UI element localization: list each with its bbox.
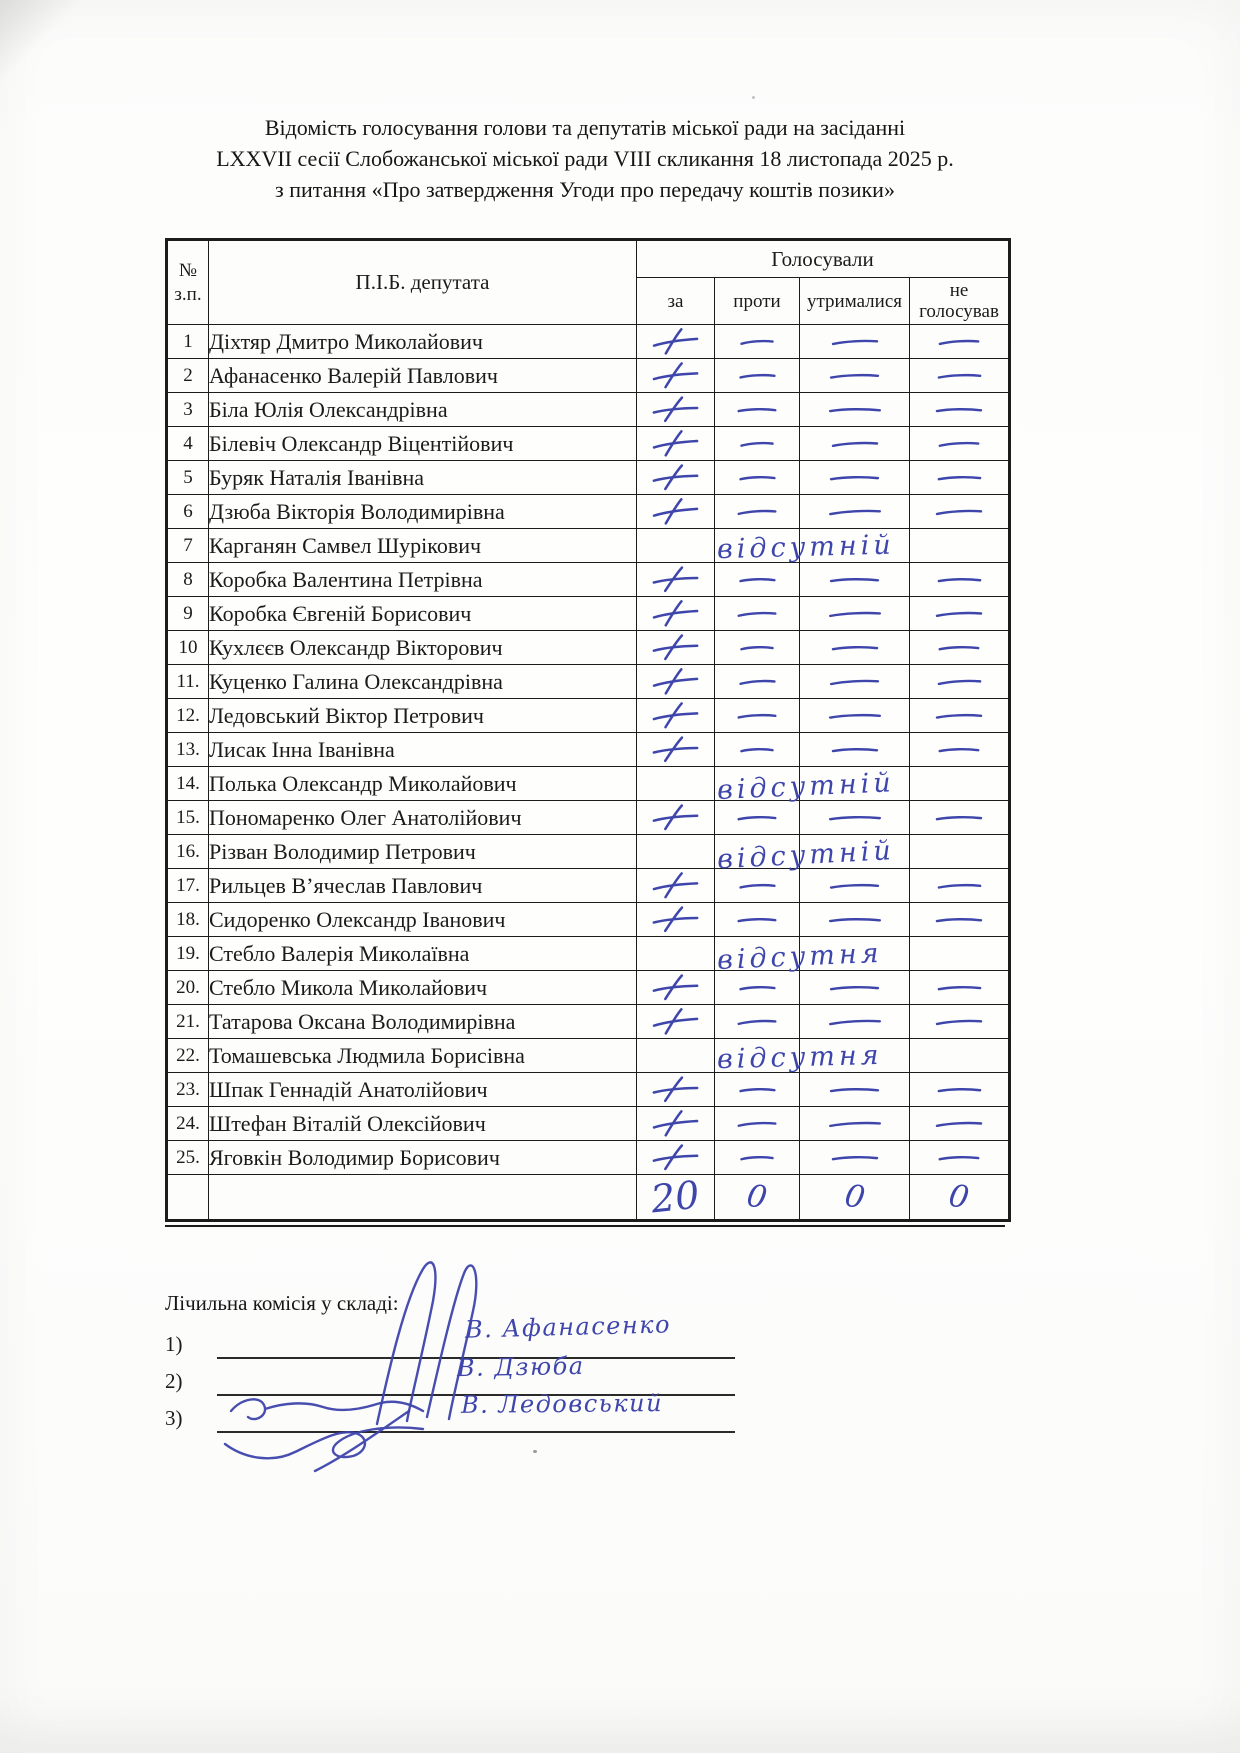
signature-number-3: 3) (165, 1406, 183, 1430)
vote-cell-proty (715, 1107, 800, 1141)
vote-cell-utrym (800, 393, 910, 427)
deputy-name: Шпак Геннадій Анатолійович (209, 1073, 637, 1107)
row-number: 25. (167, 1141, 209, 1175)
table-row (167, 1073, 1010, 1107)
totals-value-cell (715, 1175, 800, 1221)
col-header-voted-group: Голосували (637, 240, 1010, 278)
vote-cell-za (637, 937, 715, 971)
dash-vote-mark-icon (739, 743, 775, 757)
table-row (167, 393, 1010, 427)
vote-cell-utrym (800, 1005, 910, 1039)
dash-vote-mark-icon (828, 573, 881, 587)
col-header-ne-holosuvav: не голосував (910, 278, 1010, 325)
vote-cell-ne (910, 529, 1010, 563)
voting-table-wrap (165, 238, 1005, 1222)
deputy-name: Коробка Валентина Петрівна (209, 563, 637, 597)
dash-vote-mark-icon (934, 403, 984, 417)
vote-cell-ne (910, 903, 1010, 937)
vote-cell-ne (910, 359, 1010, 393)
dash-vote-mark-icon (737, 471, 776, 484)
plus-vote-mark-icon (650, 1108, 701, 1138)
plus-vote-mark-icon (650, 871, 700, 900)
total-value-handwritten: 0 (946, 1177, 972, 1217)
signature-number-1: 1) (165, 1332, 183, 1356)
dash-vote-mark-icon (937, 335, 981, 349)
vote-cell-utrym (800, 359, 910, 393)
vote-cell-utrym (800, 835, 910, 869)
deputy-name: Діхтяр Дмитро Миколайович (209, 325, 637, 359)
deputy-name: Біла Юлія Олександрівна (209, 393, 637, 427)
col-header-proty: проти (715, 278, 800, 325)
vote-cell-za (637, 801, 715, 835)
dash-vote-mark-icon (737, 675, 776, 689)
dash-vote-mark-icon (937, 743, 981, 757)
dash-vote-mark-icon (828, 471, 881, 484)
absent-handwriting: відсутня (716, 937, 884, 976)
plus-vote-mark-icon (650, 666, 701, 697)
signature-name-1: В. Афанасенко (464, 1310, 672, 1344)
table-bottom-double-rule (165, 1225, 1005, 1227)
vote-cell-utrym (800, 801, 910, 835)
vote-cell-ne (910, 835, 1010, 869)
vote-cell-utrym (800, 495, 910, 529)
col-header-za: за (637, 278, 715, 325)
dash-vote-mark-icon (739, 641, 775, 654)
plus-vote-mark-icon (650, 1006, 701, 1037)
row-number: 9 (167, 597, 209, 631)
vote-cell-proty (715, 427, 800, 461)
vote-cell-za (637, 529, 715, 563)
document-title (165, 112, 1005, 205)
table-row (167, 461, 1010, 495)
vote-cell-ne (910, 801, 1010, 835)
plus-vote-mark-icon (650, 905, 700, 935)
deputy-name: Лисак Інна Іванівна (209, 733, 637, 767)
vote-cell-ne (910, 393, 1010, 427)
vote-cell-ne (910, 1073, 1010, 1107)
deputy-name: Яговкін Володимир Борисович (209, 1141, 637, 1175)
dash-vote-mark-icon (737, 879, 776, 892)
vote-cell-ne (910, 1039, 1010, 1073)
vote-cell-za (637, 359, 715, 393)
deputy-name: Карганян Самвел Шурікович (209, 529, 637, 563)
vote-cell-ne (910, 631, 1010, 665)
totals-row (167, 1175, 1010, 1221)
dash-vote-mark-icon (737, 1083, 776, 1097)
col-header-num-line1: № (178, 259, 198, 281)
header-row-group (167, 240, 1010, 278)
dash-vote-mark-icon (934, 913, 984, 927)
dash-vote-mark-icon (934, 811, 984, 824)
plus-vote-mark-icon (650, 598, 701, 628)
row-number: 14. (167, 767, 209, 801)
total-value-handwritten: 20 (649, 1172, 702, 1222)
deputy-name: Кухлєєв Олександр Вікторович (209, 631, 637, 665)
vote-cell-za (637, 325, 715, 359)
row-number: 10 (167, 631, 209, 665)
vote-cell-ne (910, 563, 1010, 597)
totals-value-cell (800, 1175, 910, 1221)
vote-cell-utrym (800, 869, 910, 903)
vote-cell-proty (715, 937, 884, 976)
vote-cell-utrym (800, 733, 910, 767)
vote-cell-ne (910, 1141, 1010, 1175)
row-number: 5 (167, 461, 209, 495)
vote-cell-proty (715, 597, 800, 631)
dash-vote-mark-icon (828, 369, 881, 382)
row-number: 21. (167, 1005, 209, 1039)
deputy-name: Штефан Віталій Олексійович (209, 1107, 637, 1141)
totals-empty-cell (167, 1175, 209, 1221)
vote-cell-utrym (800, 427, 910, 461)
vote-cell-proty (715, 699, 800, 733)
vote-cell-utrym (800, 631, 910, 665)
plus-vote-mark-icon (650, 735, 700, 765)
absent-handwriting: відсутній (716, 835, 896, 876)
dash-vote-mark-icon (937, 641, 981, 654)
dash-vote-mark-icon (737, 369, 776, 382)
deputy-name: Полька Олександр Миколайович (209, 767, 637, 801)
dash-vote-mark-icon (736, 709, 778, 722)
dash-vote-mark-icon (828, 879, 881, 892)
dash-vote-mark-icon (935, 1083, 982, 1097)
deputy-name: Пономаренко Олег Анатолійович (209, 801, 637, 835)
vote-cell-proty (715, 325, 800, 359)
col-header-num-line2: з.п. (174, 283, 202, 305)
vote-cell-proty (715, 529, 896, 566)
vote-cell-proty (715, 971, 800, 1005)
dash-vote-mark-icon (737, 981, 776, 994)
dash-vote-mark-icon (935, 471, 982, 484)
dash-vote-mark-icon (739, 1151, 775, 1164)
vote-cell-utrym (800, 1039, 910, 1073)
dash-vote-mark-icon (934, 709, 984, 722)
signature-number-2: 2) (165, 1369, 183, 1393)
voting-table-body (167, 325, 1010, 1221)
row-number: 24. (167, 1107, 209, 1141)
absent-handwriting: відсутній (716, 767, 896, 806)
dash-vote-mark-icon (934, 505, 984, 519)
vote-cell-utrym (800, 529, 910, 563)
table-row (167, 1141, 1010, 1175)
vote-cell-ne (910, 495, 1010, 529)
dash-vote-mark-icon (736, 505, 778, 519)
signature-name-3: В. Ледовський (460, 1389, 664, 1419)
title-line-1: Відомість голосування голови та депутатів міської ради на засіданні (264, 115, 906, 140)
deputy-name: Куценко Галина Олександрівна (209, 665, 637, 699)
vote-cell-za (637, 835, 715, 869)
vote-cell-utrym (800, 903, 910, 937)
vote-cell-za (637, 869, 715, 903)
table-row (167, 495, 1010, 529)
table-row (167, 325, 1010, 359)
table-row (167, 1039, 1010, 1073)
row-number: 15. (167, 801, 209, 835)
vote-cell-utrym (800, 1141, 910, 1175)
deputy-name: Томашевська Людмила Борисівна (209, 1039, 637, 1073)
dash-vote-mark-icon (829, 335, 879, 349)
deputy-name: Сидоренко Олександр Іванович (209, 903, 637, 937)
row-number: 7 (167, 529, 209, 563)
vote-cell-proty (715, 461, 800, 495)
dash-vote-mark-icon (826, 403, 882, 417)
counting-commission-section (165, 1291, 1005, 1433)
vote-cell-proty (715, 665, 800, 699)
vote-cell-utrym (800, 699, 910, 733)
vote-cell-ne (910, 869, 1010, 903)
dash-vote-mark-icon (736, 607, 778, 621)
absent-handwriting: відсутня (716, 1039, 883, 1076)
vote-cell-ne (910, 1005, 1010, 1039)
total-value-handwritten: 0 (841, 1177, 868, 1217)
vote-cell-za (637, 563, 715, 597)
plus-vote-mark-icon (650, 428, 701, 458)
deputy-name: Ледовський Віктор Петрович (209, 699, 637, 733)
vote-cell-za (637, 903, 715, 937)
vote-cell-za (637, 393, 715, 427)
dash-vote-mark-icon (826, 505, 882, 520)
vote-cell-za (637, 461, 715, 495)
row-number: 2 (167, 359, 209, 393)
dash-vote-mark-icon (736, 1015, 778, 1029)
vote-cell-proty (715, 767, 896, 806)
deputy-name: Дзюба Вікторія Володимирівна (209, 495, 637, 529)
table-row (167, 665, 1010, 699)
plus-vote-mark-icon (650, 463, 700, 492)
dash-vote-mark-icon (935, 369, 982, 382)
vote-cell-utrym (800, 1107, 910, 1141)
dash-vote-mark-icon (739, 437, 775, 451)
dash-vote-mark-icon (829, 743, 879, 757)
plus-vote-mark-icon (650, 701, 700, 730)
table-row (167, 563, 1010, 597)
col-header-name: П.І.Б. депутата (209, 240, 637, 325)
vote-cell-ne (910, 971, 1010, 1005)
totals-value-cell (910, 1175, 1010, 1221)
vote-cell-za (637, 1107, 715, 1141)
scan-speck (533, 1450, 537, 1453)
dash-vote-mark-icon (829, 1151, 879, 1164)
vote-cell-utrym (800, 325, 910, 359)
dash-vote-mark-icon (937, 437, 981, 451)
row-number: 3 (167, 393, 209, 427)
row-number: 1 (167, 325, 209, 359)
vote-cell-proty (715, 1005, 800, 1039)
vote-cell-proty (715, 495, 800, 529)
col-header-num (167, 240, 209, 325)
table-row (167, 1107, 1010, 1141)
vote-cell-ne (910, 937, 1010, 971)
table-row (167, 835, 1010, 869)
plus-vote-mark-icon (650, 1075, 700, 1105)
vote-cell-utrym (800, 1073, 910, 1107)
table-row (167, 359, 1010, 393)
plus-vote-mark-icon (650, 633, 700, 662)
table-row (167, 801, 1010, 835)
vote-cell-utrym (800, 767, 910, 801)
vote-cell-proty (715, 869, 800, 903)
dash-vote-mark-icon (736, 1117, 778, 1131)
vote-cell-za (637, 1141, 715, 1175)
dash-vote-mark-icon (937, 1151, 981, 1164)
vote-cell-proty (715, 359, 800, 393)
table-row (167, 971, 1010, 1005)
row-number: 22. (167, 1039, 209, 1073)
vote-cell-ne (910, 1107, 1010, 1141)
vote-cell-ne (910, 325, 1010, 359)
vote-cell-proty (715, 631, 800, 665)
vote-cell-za (637, 665, 715, 699)
deputy-name: Стебло Валерія Миколаївна (209, 937, 637, 971)
voting-table (165, 238, 1011, 1222)
vote-cell-ne (910, 665, 1010, 699)
signature-name-2: В. Дзюба (456, 1351, 585, 1383)
vote-cell-ne (910, 427, 1010, 461)
vote-cell-utrym (800, 665, 910, 699)
scan-speck (752, 96, 755, 99)
dash-vote-mark-icon (934, 1015, 984, 1029)
totals-value-cell (637, 1172, 715, 1222)
vote-cell-za (637, 767, 715, 801)
vote-cell-utrym (800, 563, 910, 597)
absent-handwriting: відсутній (716, 529, 896, 566)
vote-cell-proty (715, 835, 896, 876)
table-row (167, 733, 1010, 767)
plus-vote-mark-icon (650, 973, 700, 1002)
vote-cell-ne (910, 733, 1010, 767)
row-number: 19. (167, 937, 209, 971)
plus-vote-mark-icon (650, 565, 700, 595)
vote-cell-za (637, 699, 715, 733)
dash-vote-mark-icon (826, 607, 882, 621)
table-row (167, 529, 1010, 563)
table-row (167, 1005, 1010, 1039)
table-row (167, 869, 1010, 903)
vote-cell-ne (910, 597, 1010, 631)
dash-vote-mark-icon (736, 913, 778, 927)
dash-vote-mark-icon (935, 573, 982, 587)
dash-vote-mark-icon (829, 437, 879, 451)
row-number: 23. (167, 1073, 209, 1107)
plus-vote-mark-icon (650, 395, 700, 425)
table-row (167, 597, 1010, 631)
dash-vote-mark-icon (826, 1117, 882, 1131)
plus-vote-mark-icon (650, 326, 701, 357)
vote-cell-za (637, 1039, 715, 1073)
vote-cell-za (637, 631, 715, 665)
deputy-name: Стебло Микола Миколайович (209, 971, 637, 1005)
dash-vote-mark-icon (829, 641, 879, 654)
commission-label: Лічильна комісія у складі: (165, 1291, 399, 1315)
vote-cell-za (637, 495, 715, 529)
dash-vote-mark-icon (736, 403, 778, 417)
vote-cell-proty (715, 393, 800, 427)
dash-vote-mark-icon (935, 879, 982, 892)
dash-vote-mark-icon (828, 981, 881, 994)
row-number: 6 (167, 495, 209, 529)
deputy-name: Буряк Наталія Іванівна (209, 461, 637, 495)
title-line-3: з питання «Про затвердження Угоди про передачу коштів позики» (275, 177, 895, 202)
title-line-2: LXXVII сесії Слобожанської міської ради VIII скликання 18 листопада 2025 р. (216, 146, 954, 171)
deputy-name: Різван Володимир Петрович (209, 835, 637, 869)
dash-vote-mark-icon (737, 573, 776, 587)
row-number: 20. (167, 971, 209, 1005)
deputy-name: Коробка Євгеній Борисович (209, 597, 637, 631)
table-row (167, 767, 1010, 801)
vote-cell-ne (910, 699, 1010, 733)
vote-cell-proty (715, 903, 800, 937)
col-header-utrymalysia: утрималися (800, 278, 910, 325)
row-number: 11. (167, 665, 209, 699)
deputy-name: Афанасенко Валерій Павлович (209, 359, 637, 393)
vote-cell-za (637, 597, 715, 631)
deputy-name: Рильцев В’ячеслав Павлович (209, 869, 637, 903)
vote-cell-utrym (800, 937, 910, 971)
dash-vote-mark-icon (935, 675, 982, 689)
dash-vote-mark-icon (826, 1015, 882, 1030)
dash-vote-mark-icon (935, 981, 982, 994)
row-number: 17. (167, 869, 209, 903)
deputy-name: Татарова Оксана Володимирівна (209, 1005, 637, 1039)
plus-vote-mark-icon (650, 361, 700, 390)
vote-cell-ne (910, 461, 1010, 495)
vote-cell-ne (910, 767, 1010, 801)
row-number: 12. (167, 699, 209, 733)
row-number: 13. (167, 733, 209, 767)
row-number: 4 (167, 427, 209, 461)
vote-cell-proty (715, 1039, 883, 1076)
table-row (167, 427, 1010, 461)
plus-vote-mark-icon (650, 496, 701, 527)
vote-cell-za (637, 1005, 715, 1039)
vote-cell-proty (715, 563, 800, 597)
dash-vote-mark-icon (828, 675, 881, 689)
dash-vote-mark-icon (828, 1083, 881, 1097)
totals-empty-cell (209, 1175, 637, 1221)
table-row (167, 937, 1010, 971)
dash-vote-mark-icon (736, 811, 778, 824)
dash-vote-mark-icon (826, 709, 882, 722)
vote-cell-za (637, 733, 715, 767)
table-row (167, 903, 1010, 937)
plus-vote-mark-icon (650, 803, 700, 832)
vote-cell-utrym (800, 971, 910, 1005)
dash-vote-mark-icon (934, 1117, 984, 1131)
vote-cell-proty (715, 801, 800, 835)
row-number: 16. (167, 835, 209, 869)
vote-cell-za (637, 1073, 715, 1107)
dash-vote-mark-icon (826, 811, 882, 824)
vote-cell-za (637, 971, 715, 1005)
vote-cell-utrym (800, 461, 910, 495)
row-number: 18. (167, 903, 209, 937)
table-row (167, 699, 1010, 733)
table-row (167, 631, 1010, 665)
plus-vote-mark-icon (650, 1143, 700, 1172)
dash-vote-mark-icon (934, 607, 984, 621)
vote-cell-utrym (800, 597, 910, 631)
vote-cell-proty (715, 1141, 800, 1175)
vote-cell-proty (715, 1073, 800, 1107)
dash-vote-mark-icon (739, 335, 775, 349)
dash-vote-mark-icon (826, 913, 882, 927)
vote-cell-proty (715, 733, 800, 767)
deputy-name: Білевіч Олександр Віцентійович (209, 427, 637, 461)
row-number: 8 (167, 563, 209, 597)
vote-cell-za (637, 427, 715, 461)
total-value-handwritten: 0 (744, 1177, 770, 1217)
